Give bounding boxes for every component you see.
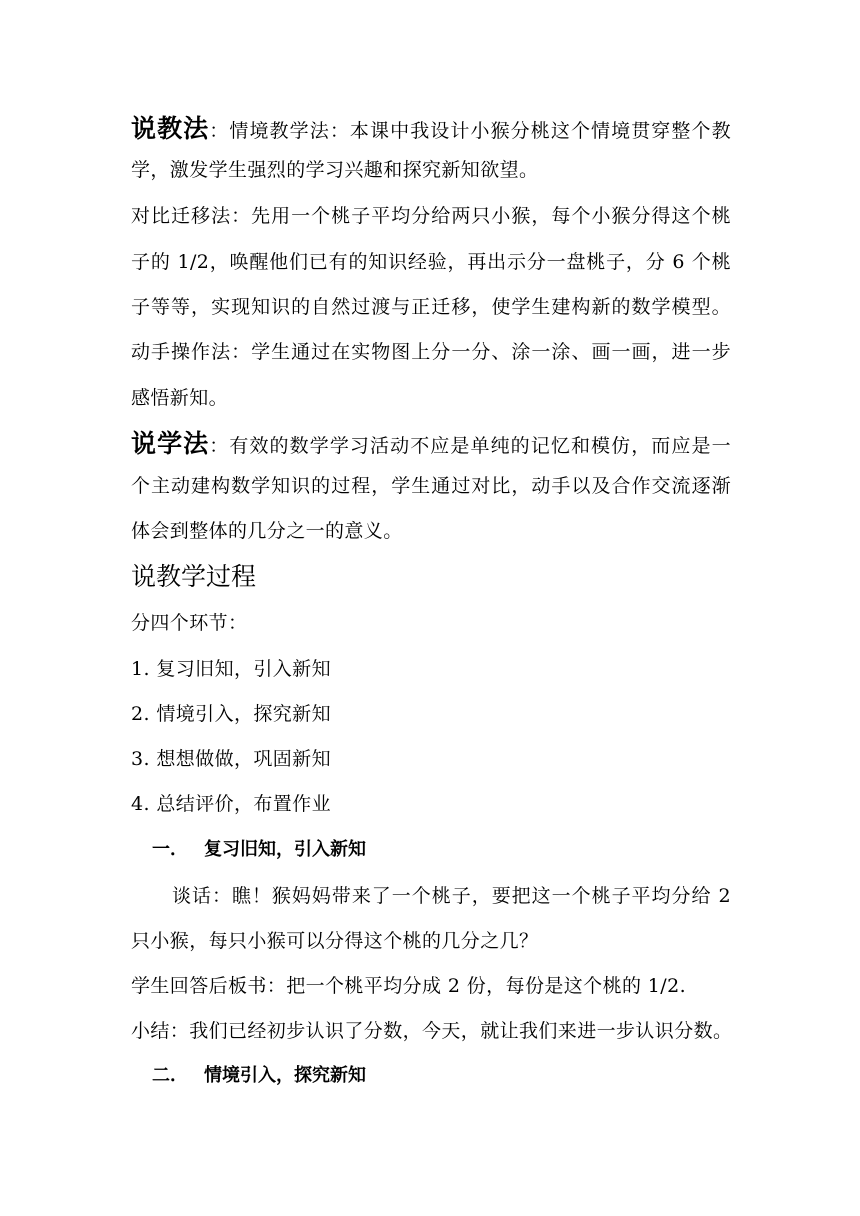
learning-method-line-3: 体会到整体的几分之一的意义。 bbox=[131, 520, 403, 542]
section-1-number: 一． bbox=[152, 839, 188, 860]
section-2-number: 二． bbox=[152, 1065, 188, 1086]
learning-method-colon: ： bbox=[209, 435, 230, 457]
section-1-summary: 小结：我们已经初步认识了分数，今天，就让我们来进一步认识分数。 bbox=[131, 1020, 733, 1042]
process-title: 说教学过程 bbox=[131, 562, 257, 591]
section-1-title: 复习旧知，引入新知 bbox=[204, 839, 366, 860]
section-1-talk-line-2: 只小猴，每只小猴可以分得这个桃的几分之几？ bbox=[131, 930, 539, 952]
section-2-title: 情境引入，探究新知 bbox=[204, 1065, 366, 1086]
section-1-talk-line-1: 谈话：瞧！猴妈妈带来了一个桃子，要把这一个桃子平均分给 2 bbox=[172, 885, 731, 907]
compare-method-line-2: 子的 1/2，唤醒他们已有的知识经验，再出示分一盘桃子，分 6 个桃 bbox=[131, 251, 731, 273]
process-intro: 分四个环节： bbox=[131, 612, 248, 634]
learning-method-line-1 bbox=[131, 431, 731, 459]
teaching-method-line-2: 学，激发学生强烈的学习兴趣和探究新知欲望。 bbox=[131, 159, 539, 181]
compare-method-line-1: 对比迁移法：先用一个桃子平均分给两只小猴，每个小猴分得这个桃 bbox=[131, 205, 731, 227]
section-1-board: 学生回答后板书：把一个桃平均分成 2 份，每份是这个桃的 1/2. bbox=[131, 975, 687, 997]
teaching-method-label: 说教法 bbox=[131, 114, 210, 143]
learning-method-label: 说学法 bbox=[131, 429, 210, 458]
compare-method-line-3: 子等等，实现知识的自然过渡与正迁移，使学生建构新的数学模型。 bbox=[131, 296, 731, 318]
process-step-2: 2. 情境引入，探究新知 bbox=[131, 703, 331, 725]
section-2-heading bbox=[152, 1063, 366, 1089]
learning-method-text-1: 有效的数学学习活动不应是单纯的记忆和模仿，而应是一 bbox=[229, 435, 731, 457]
process-step-4: 4. 总结评价，布置作业 bbox=[131, 793, 331, 815]
teaching-method-colon: ： bbox=[209, 120, 230, 142]
hands-on-method-line-2: 感悟新知。 bbox=[131, 387, 229, 409]
process-step-1: 1. 复习旧知，引入新知 bbox=[131, 658, 331, 680]
process-step-3: 3. 想想做做，巩固新知 bbox=[131, 748, 331, 770]
hands-on-method-line-1: 动手操作法：学生通过在实物图上分一分、涂一涂、画一画，进一步 bbox=[131, 341, 731, 363]
teaching-method-text-1: 情境教学法：本课中我设计小猴分桃这个情境贯穿整个教 bbox=[229, 120, 731, 142]
teaching-method-line-1 bbox=[131, 116, 731, 144]
section-1-heading bbox=[152, 837, 366, 863]
learning-method-line-2: 个主动建构数学知识的过程，学生通过对比，动手以及合作交流逐渐 bbox=[131, 475, 731, 497]
